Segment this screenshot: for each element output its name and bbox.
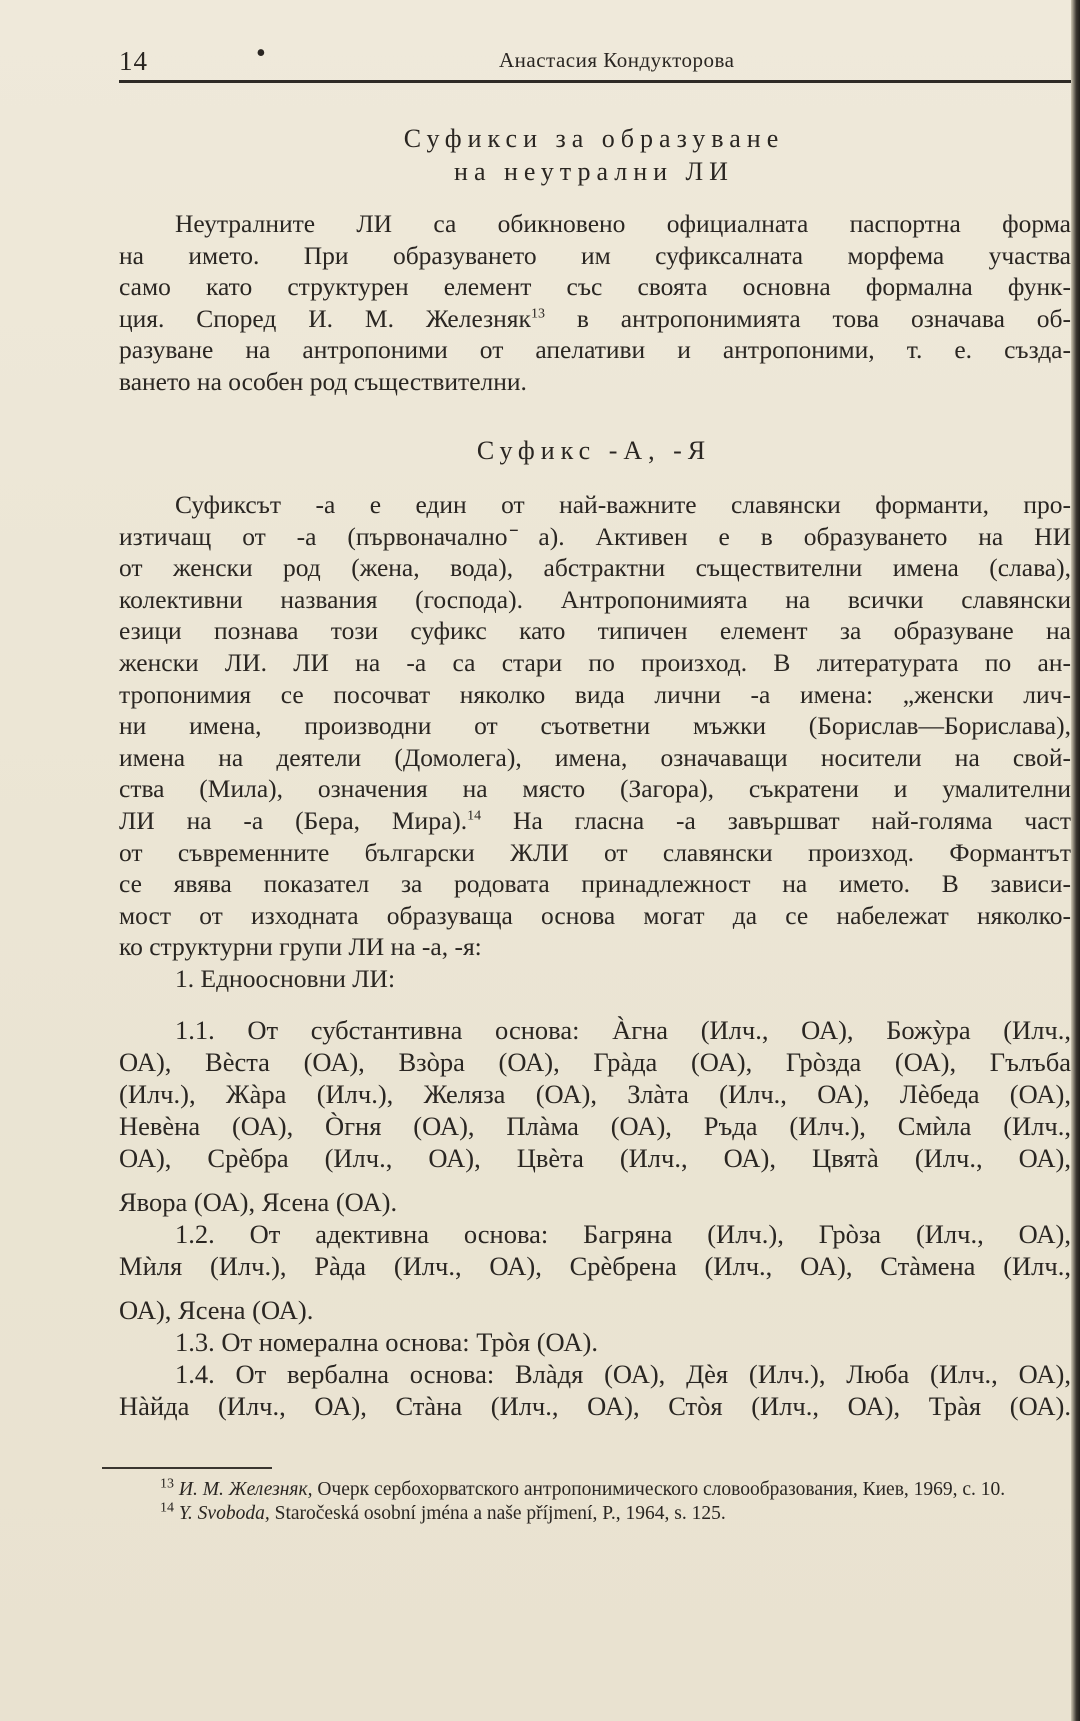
- header-dot: •: [256, 38, 266, 69]
- page-header: [119, 38, 1069, 82]
- section-title-neutral: Суфикси за образуване на неутрални ЛИ: [403, 124, 785, 186]
- page-edge-shadow: [1071, 0, 1080, 1721]
- paragraph-suffix-a: Суфиксът -а е един от най-важните славянски форманти, про- изтичащ от -а (първоначално ̄а). Активен е в образуването на НИ от женски род (жена, вода), абстрактни съществителни имена (слава), колективни названия (господа). Антропонимията на всички славянски езици познава този суфикс като типичен елемент за образуване на женски ЛИ. ЛИ на -а са стари по произход. В литературата по ан- тропонимия се посочват няколко вида лични -а имена: „женски лич- ни имена, производни от съответни мъжки (Борислав—Борислава), имена на деятели (Домолега), имена, означаващи носители на свой- ства (Мила), означения на място (Загора), съкратени и умалителни ЛИ на -а (Бера, Мира).$^{14}$ На гласна -а завършват най-голяма част от съвременните български ЖЛИ от славянски произход. Формантът се явява показател за родовата принадлежност на името. В зависи- мост от изходната образуваща основа могат да се набележат няколко- ко структурни групи ЛИ на -а, -я: 1. Едноосновни ЛИ:: [119, 490, 1072, 993]
- header-rule: [119, 80, 1071, 83]
- example-1-3: 1.3. От номерална основа: Трòя (ОА).: [175, 1327, 598, 1357]
- footnotes: [104, 1478, 1070, 1526]
- running-head: Анастасия Кондукторова: [499, 48, 735, 72]
- example-1-2: 1.2. От адективна основа: Багряна (Илч.), Грòза (Илч., ОА),: [175, 1219, 1071, 1249]
- footnote-ref-14[interactable]: 14: [467, 808, 482, 824]
- example-1-1: 1.1. От субстантивна основа: Àгна (Илч., ОА), Божỳра (Илч.,: [175, 1015, 1071, 1045]
- examples-block: 1.1. От субстантивна основа: Àгна (Илч., ОА), Божỳра (Илч., ОА), Вѐста (ОА), Взòра (ОА), Грàда (ОА), Грòзда (ОА), Гълъба (Илч.), Жàра (Илч.), Желяза (ОА), Злàта (Илч., ОА), Лѐбеда (ОА), Невѐна (ОА), Òгня (ОА), Плàма (ОА), Ръда (Илч.), Смѝла (Илч., ОА), Срѐбра (Илч., ОА), Цвѐта (Илч., ОА), Цвятà (Илч., ОА), Явора (ОА), Ясена (ОА). 1.2. От адективна основа: Багряна (Илч.), Грòза (Илч., ОА), Мѝля (Илч.), Рàда (Илч., ОА), Срѐбрена (Илч., ОА), Стàмена (Илч., ОА), Ясена (ОА). 1.3. От номерална основа: Трòя (ОА). 1.4. От вербална основа: Влàдя (ОА), Дѐя (Илч.), Люба (Илч., ОА), Нàйда (Илч., ОА), Стàна (Илч., ОА), Стòя (Илч., ОА), Трàя (ОА).: [119, 1015, 1071, 1421]
- footnote-13: $^{13}$ И. М. Железняк, Очерк сербохорватского антропонимического словообразования, Киев, 1969, с. 10.: [160, 1476, 1006, 1500]
- footnote-ref-13[interactable]: 13: [530, 306, 545, 322]
- paragraph-neutral-names: Неутралните ЛИ са обикновено официалната паспортна форма на името. При образуването им суфиксалната морфема участва само като структурен елемент със своята основна формална функ- ция. Според И. М. Железняк$^{13}$ в антропонимията това означава об- разуване на антропоними от апелативи и антропоними, т. е. създа- ването на особен род съществителни.: [119, 209, 1072, 396]
- section-title-suffix-a: Суфикс -А, -Я: [476, 436, 712, 465]
- footnote-rule: [102, 1467, 272, 1469]
- example-1-4: 1.4. От вербална основа: Влàдя (ОА), Дѐя (Илч.), Люба (Илч., ОА),: [175, 1359, 1071, 1389]
- footnote-14: $^{14}$ Y. Svoboda, Staročeská osobní jména a naše příjmení, P., 1964, s. 125.: [160, 1500, 726, 1524]
- page-number: 14: [119, 46, 148, 76]
